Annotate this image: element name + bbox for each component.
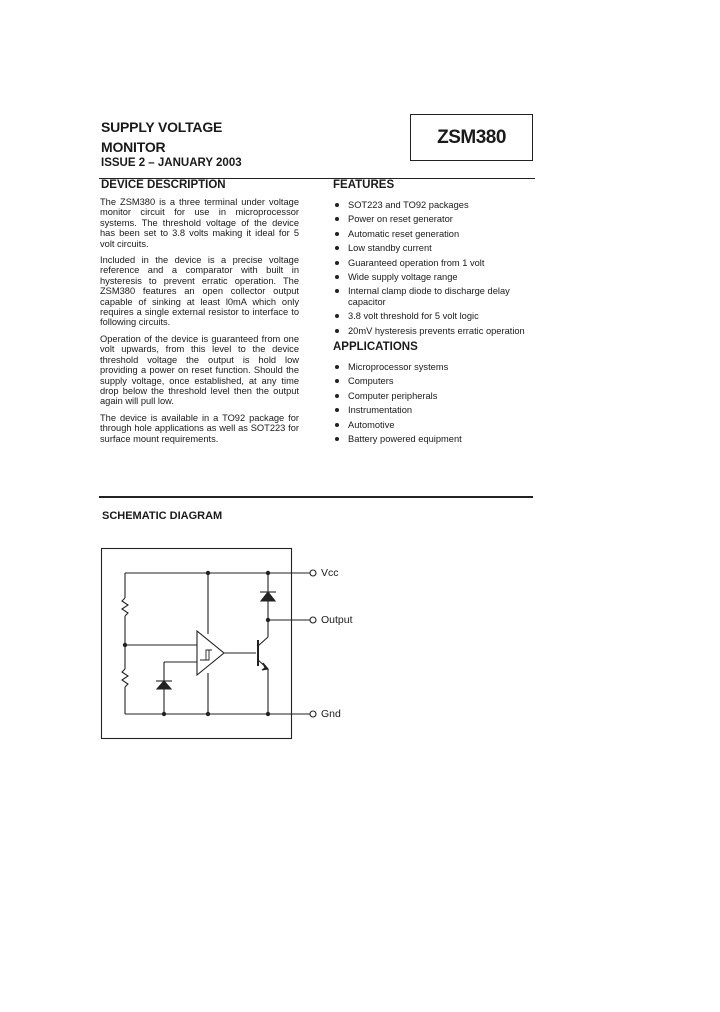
resistor-upper-icon: [122, 598, 128, 616]
resistor-lower-icon: [122, 669, 128, 687]
application-item: Automotive: [334, 420, 544, 430]
comparator-icon: [197, 631, 224, 675]
feature-item: 3.8 volt threshold for 5 volt logic: [334, 311, 544, 321]
features-heading: FEATURES: [333, 179, 395, 191]
pin-label-vcc: Vcc: [321, 567, 339, 579]
feature-item: Wide supply voltage range: [334, 272, 544, 282]
description-paragraph-4: The device is available in a TO92 package for through hole applications as well as SOT223 for surface mount requirements.: [100, 412, 299, 444]
output-terminal-icon: [310, 617, 316, 623]
feature-item: 20mV hysteresis prevents erratic operation: [334, 326, 544, 336]
title-line-1: SUPPLY VOLTAGE: [101, 119, 223, 135]
application-item: Microprocessor systems: [334, 362, 544, 372]
clamp-diode-icon: [261, 592, 275, 601]
part-number: ZSM380: [437, 126, 506, 148]
feature-item: Automatic reset generation: [334, 229, 544, 239]
description-paragraph-1: The ZSM380 is a three terminal under voltage monitor circuit for use in microprocessor systems. The threshold voltage of the device has been set to 3.8 volts making it ideal for 5 volt circuits.: [100, 197, 299, 249]
feature-item: Low standby current: [334, 243, 544, 253]
application-item: Computers: [334, 376, 544, 386]
gnd-terminal-icon: [310, 711, 316, 717]
description-heading: DEVICE DESCRIPTION: [101, 179, 226, 191]
pin-label-gnd: Gnd: [321, 708, 341, 720]
description-paragraph-3: Operation of the device is guaranteed from one volt upwards, from this level to the device threshold voltage the output is hold low providing a power on reset function. Should the supply voltage, once established, at any time drop below the threshold level then the output again will pull low.: [100, 333, 299, 407]
feature-item: SOT223 and TO92 packages: [334, 200, 544, 210]
applications-heading: APPLICATIONS: [333, 341, 418, 353]
application-item: Battery powered equipment: [334, 434, 544, 444]
vcc-terminal-icon: [310, 570, 316, 576]
application-item: Computer peripherals: [334, 391, 544, 401]
feature-item: Internal clamp diode to discharge delay capacitor: [334, 286, 518, 307]
zener-diode-icon: [157, 681, 171, 689]
schematic-heading: SCHEMATIC DIAGRAM: [102, 510, 223, 522]
feature-item: Power on reset generator: [334, 214, 544, 224]
feature-item: Guaranteed operation from 1 volt: [334, 258, 544, 268]
issue-date: ISSUE 2 – JANUARY 2003: [101, 157, 242, 169]
title-line-2: MONITOR: [101, 139, 166, 155]
pin-label-output: Output: [321, 614, 353, 626]
application-item: Instrumentation: [334, 405, 544, 415]
description-paragraph-2: Included in the device is a precise voltage reference and a comparator with built in hysteresis to prevent erratic operation. The ZSM380 features an open collector output capable of sinking at least l0mA which only requires a single external resistor to interface to following circuits.: [100, 255, 299, 328]
